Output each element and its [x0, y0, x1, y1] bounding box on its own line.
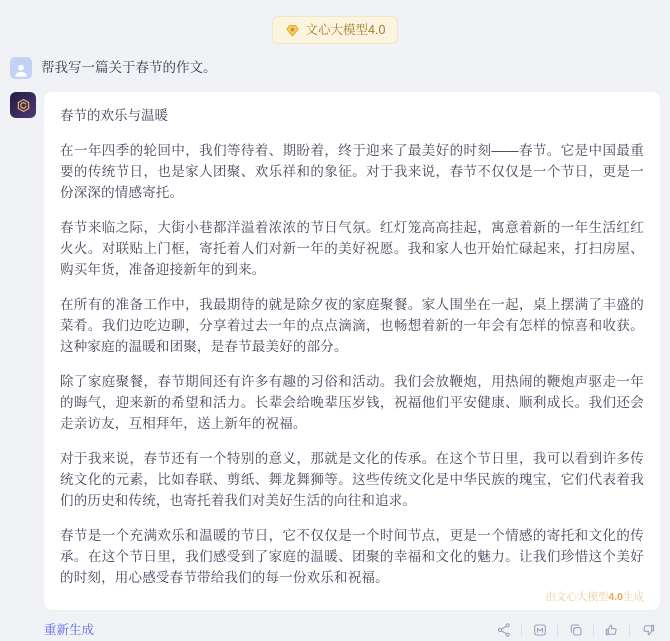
- to-image-icon[interactable]: [531, 622, 548, 639]
- essay-paragraph: 对于我来说，春节还有一个特别的意义，那就是文化的传承。在这个节日里，我可以看到许多传统文化的元素，比如春联、剪纸、舞龙舞狮等。这些传统文化是中华民族的瑰宝，它们代表着我们的历史和传统，也寄托着我们对美好生活的向往和追求。: [60, 451, 644, 508]
- essay-paragraph: 除了家庭聚餐，春节期间还有许多有趣的习俗和活动。我们会放鞭炮，用热闹的鞭炮声驱走一年的晦气，迎来新的希望和活力。长辈会给晚辈压岁钱，祝福他们平安健康、顺利成长。我们还会走亲访友，互相拜年，送上新年的祝福。: [60, 374, 644, 431]
- essay-paragraph: 春节是一个充满欢乐和温暖的节日，它不仅仅是一个时间节点，更是一个情感的寄托和文化的传承。在这个节日里，我们感受到了家庭的温暖、团聚的幸福和文化的魅力。让我们珍惜这个美好的时刻，用心感受春节带给我们的每一份欢乐和祝福。: [60, 528, 644, 585]
- regenerate-button[interactable]: 重新生成: [44, 623, 95, 637]
- thumbs-up-icon[interactable]: [603, 622, 620, 639]
- answer-action-icons: [495, 622, 656, 639]
- watermark-version: 4.0: [608, 591, 623, 603]
- user-message-row: [0, 57, 670, 79]
- divider: [593, 625, 594, 636]
- gem-icon: [285, 23, 300, 38]
- model-badge[interactable]: [272, 16, 399, 44]
- assistant-avatar: [10, 92, 36, 118]
- generated-by-watermark: [60, 590, 644, 604]
- essay-title: 春节的欢乐与温暖: [60, 108, 168, 123]
- user-avatar: [10, 57, 32, 79]
- essay-paragraph: 春节来临之际，大街小巷都洋溢着浓浓的节日气氛。红灯笼高高挂起，寓意着新的一年生活红红火火。对联贴上门框，寄托着人们对新一年的美好祝愿。我和家人也开始忙碌起来，打扫房屋、购买年货，准备迎接新年的到来。: [60, 220, 644, 277]
- divider: [629, 625, 630, 636]
- essay-paragraph: 在一年四季的轮回中，我们等待着、期盼着，终于迎来了最美好的时刻——春节。它是中国最重要的传统节日，也是家人团聚、欢乐祥和的象征。对于我来说，春节不仅仅是一个节日，更是一份深深的情感寄托。: [60, 143, 644, 200]
- badge-row: [0, 0, 670, 44]
- assistant-message-row: [0, 92, 670, 610]
- thumbs-down-icon[interactable]: [639, 622, 656, 639]
- essay-paragraph: 在所有的准备工作中，我最期待的就是除夕夜的家庭聚餐。家人围坐在一起，桌上摆满了丰盛的菜肴。我们边吃边聊，分享着过去一年的点点滴滴，也畅想着新的一年会有怎样的惊喜和收获。这种家庭的温暖和团聚，是春节最美好的部分。: [60, 297, 644, 354]
- share-icon[interactable]: [495, 622, 512, 639]
- assistant-answer-card: [44, 92, 660, 610]
- user-person-icon: [13, 62, 29, 78]
- answer-actions-row: [44, 619, 656, 641]
- divider: [557, 625, 558, 636]
- model-badge-label: 文心大模型4.0: [305, 23, 386, 37]
- watermark-suffix: 生成: [623, 591, 644, 603]
- copy-icon[interactable]: [567, 622, 584, 639]
- divider: [521, 625, 522, 636]
- ernie-logo-icon: [16, 98, 31, 113]
- watermark-prefix: 由文心大模型: [545, 591, 609, 603]
- user-message-text: 帮我写一篇关于春节的作文。: [41, 60, 217, 75]
